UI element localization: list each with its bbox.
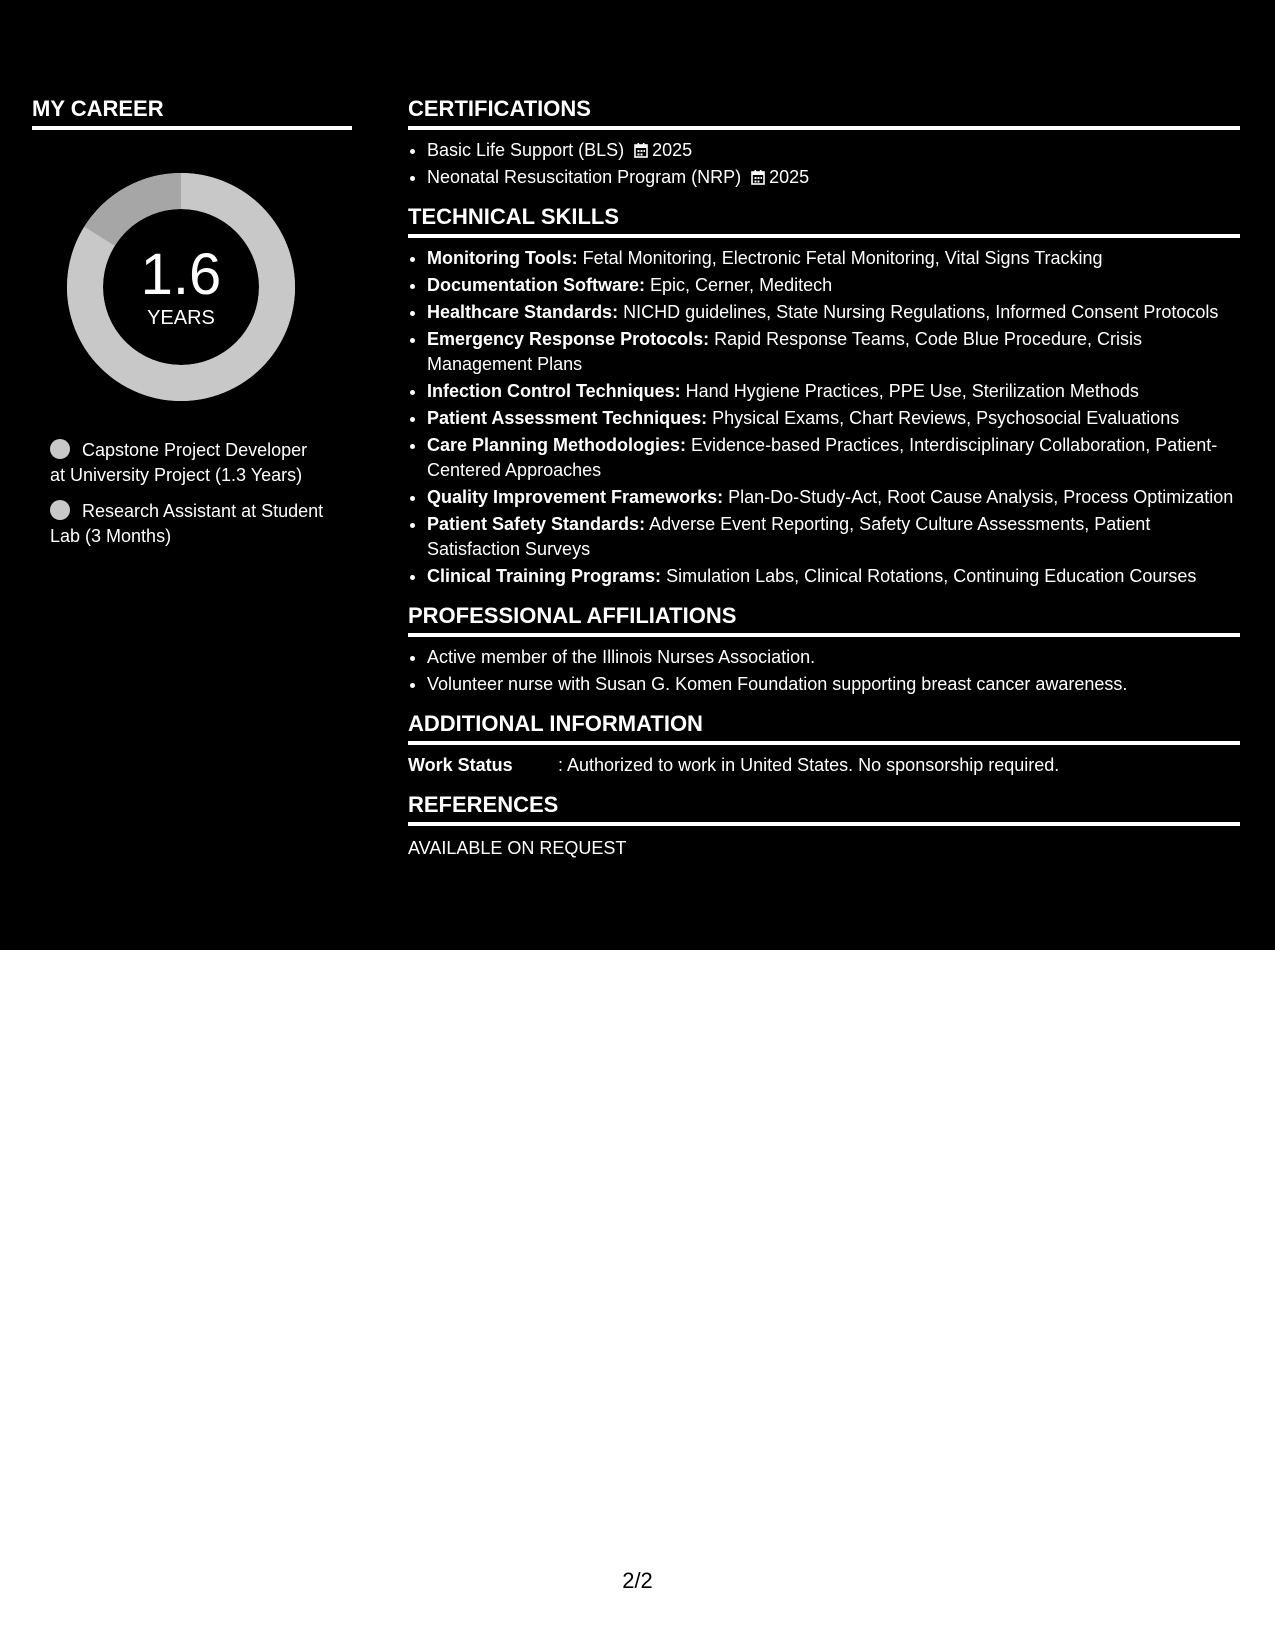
certification-year: 2025 <box>769 167 810 187</box>
main-column <box>408 96 1240 875</box>
certification-name: Neonatal Resuscitation Program (NRP) <box>427 167 742 187</box>
skill-item <box>427 564 1240 589</box>
career-legend <box>50 438 352 549</box>
work-status-label: Work Status <box>408 755 513 775</box>
skill-label: Healthcare Standards: <box>427 302 619 322</box>
certification-item <box>427 138 1240 163</box>
skills-section <box>408 204 1240 589</box>
skill-item <box>427 485 1240 510</box>
legend-item <box>50 438 325 488</box>
affiliations-section <box>408 603 1240 697</box>
legend-dot-icon <box>50 439 70 459</box>
skills-title: TECHNICAL SKILLS <box>408 204 1240 238</box>
references-text: AVAILABLE ON REQUEST <box>408 838 627 858</box>
certification-name: Basic Life Support (BLS) <box>427 140 625 160</box>
skill-item <box>427 433 1240 483</box>
skill-value: Epic, Cerner, Meditech <box>645 275 833 295</box>
calendar-icon <box>634 143 648 158</box>
skill-value: Fetal Monitoring, Electronic Fetal Monitoring, Vital Signs Tracking <box>577 248 1103 268</box>
work-status-row <box>408 753 1240 778</box>
skill-value: Evidence-based Practices, Interdisciplinary Collaboration, Patient-Centered Approaches <box>427 435 1218 480</box>
skill-label: Clinical Training Programs: <box>427 566 662 586</box>
certifications-title: CERTIFICATIONS <box>408 96 1240 130</box>
legend-label: Capstone Project Developer at University Project (1.3 Years) <box>50 440 308 485</box>
work-status-value: : Authorized to work in United States. No sponsorship required. <box>558 755 1060 775</box>
skill-label: Monitoring Tools: <box>427 248 578 268</box>
skill-item <box>427 300 1240 325</box>
career-total-value: 1.6 <box>140 241 222 307</box>
skill-value: NICHD guidelines, State Nursing Regulations, Informed Consent Protocols <box>618 302 1219 322</box>
career-column <box>32 96 352 560</box>
certification-year: 2025 <box>652 140 693 160</box>
skill-label: Care Planning Methodologies: <box>427 435 687 455</box>
skill-item <box>427 273 1240 298</box>
skill-item <box>427 406 1240 431</box>
skills-list <box>408 246 1240 589</box>
skill-label: Documentation Software: <box>427 275 646 295</box>
skill-item <box>427 246 1240 271</box>
skill-label: Quality Improvement Frameworks: <box>427 487 724 507</box>
skill-value: Adverse Event Reporting, Safety Culture Assessments, Patient Satisfaction Surveys <box>427 514 1151 559</box>
career-title: MY CAREER <box>32 96 352 130</box>
donut-center <box>66 172 296 402</box>
affiliations-title: PROFESSIONAL AFFILIATIONS <box>408 603 1240 637</box>
skill-item <box>427 327 1240 377</box>
legend-label: Research Assistant at Student Lab (3 Months) <box>50 501 324 546</box>
skill-value: Simulation Labs, Clinical Rotations, Continuing Education Courses <box>661 566 1197 586</box>
skill-item <box>427 512 1240 562</box>
career-donut-chart <box>66 172 296 402</box>
skill-value: Hand Hygiene Practices, PPE Use, Sterilization Methods <box>680 381 1139 401</box>
certification-item <box>427 165 1240 190</box>
affiliations-list <box>408 645 1240 697</box>
career-total-unit: YEARS <box>147 306 215 329</box>
skill-label: Infection Control Techniques: <box>427 381 681 401</box>
skill-value: Plan-Do-Study-Act, Root Cause Analysis, Process Optimization <box>723 487 1234 507</box>
references-title: REFERENCES <box>408 792 1240 826</box>
references-section <box>408 792 1240 861</box>
skill-label: Patient Safety Standards: <box>427 514 646 534</box>
skill-label: Patient Assessment Techniques: <box>427 408 708 428</box>
certifications-section <box>408 96 1240 190</box>
page-number: 2/2 <box>622 1568 653 1593</box>
additional-title: ADDITIONAL INFORMATION <box>408 711 1240 745</box>
skill-label: Emergency Response Protocols: <box>427 329 710 349</box>
legend-dot-icon <box>50 500 70 520</box>
calendar-icon <box>751 170 765 185</box>
skill-item <box>427 379 1240 404</box>
affiliation-item: • Volunteer nurse with Susan G. Komen Foundation supporting breast cancer awareness. <box>427 672 1240 697</box>
legend-item <box>50 499 325 549</box>
affiliation-item: • Active member of the Illinois Nurses Association. <box>427 645 1240 670</box>
skill-value: Physical Exams, Chart Reviews, Psychosocial Evaluations <box>707 408 1180 428</box>
additional-section <box>408 711 1240 778</box>
skill-value: Rapid Response Teams, Code Blue Procedure, Crisis Management Plans <box>427 329 1142 374</box>
certifications-list <box>408 138 1240 190</box>
